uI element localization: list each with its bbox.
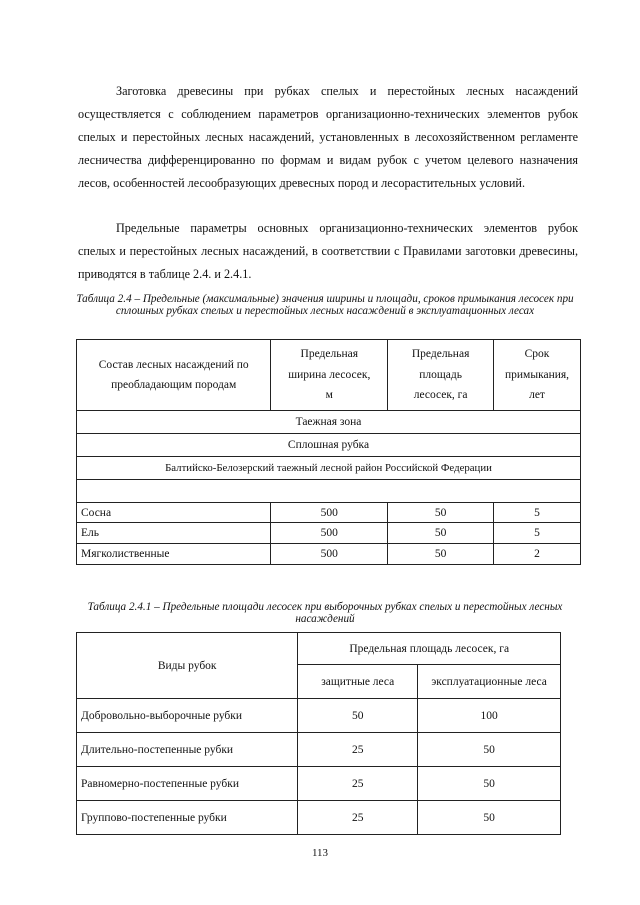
operational-cell: 50 [418, 801, 561, 835]
area-cell: 50 [388, 544, 494, 565]
zone-cell: Таежная зона [77, 411, 581, 434]
intro-paragraph-2: Предельные параметры основных организационно-технических элементов рубок спелых и перестойных лесных насаждений, в соответствии с Правилами заготовки древесины, приводятся в таблице 2.4. и 2.4.1. [78, 221, 578, 281]
header-operational: эксплуатационные леса [418, 665, 561, 699]
protective-cell: 25 [298, 733, 418, 767]
term-cell: 5 [494, 523, 581, 544]
region-row [77, 457, 581, 480]
table-2-4 [76, 339, 581, 565]
header-area: Предельная площадь лесосек, га [298, 633, 561, 665]
table-row [77, 544, 581, 565]
width-cell: 500 [271, 544, 388, 565]
kind-cell: Группово-постепенные рубки [77, 801, 298, 835]
zone-row [77, 411, 581, 434]
table-row [77, 767, 561, 801]
operational-cell: 100 [418, 699, 561, 733]
species-cell: Сосна [77, 503, 271, 523]
table-2-4-caption: Таблица 2.4 – Предельные (максимальные) значения ширины и площади, сроков примыкания лесосек при сплошных рубках спелых и перестойных лесных насаждений в эксплуатационных лесах [76, 293, 574, 318]
table-header-row [77, 633, 561, 665]
kind-cell: Длительно-постепенные рубки [77, 733, 298, 767]
table-row [77, 801, 561, 835]
operational-cell: 50 [418, 733, 561, 767]
area-cell: 50 [388, 523, 494, 544]
table-row [77, 523, 581, 544]
species-cell: Ель [77, 523, 271, 544]
intro-paragraph-1: Заготовка древесины при рубках спелых и перестойных лесных насаждений осуществляется с соблюдением параметров организационно-технических элементов рубок спелых и перестойных лесных насаждений, установленных в лесохозяйственном регламенте лесничества дифференцированно по формам и видам рубок с учетом целевого назначения лесов, особенностей лесообразующих древесных пород и лесорастительных условий. [78, 84, 578, 190]
cut-type-row [77, 434, 581, 457]
region-cell: Балтийско-Белозерский таежный лесной район Российской Федерации [77, 457, 581, 480]
protective-cell: 50 [298, 699, 418, 733]
kind-cell: Добровольно-выборочные рубки [77, 699, 298, 733]
header-width: Предельная ширина лесосек, м [271, 340, 388, 411]
term-cell: 2 [494, 544, 581, 565]
term-cell: 5 [494, 503, 581, 523]
table-row [77, 503, 581, 523]
operational-cell: 50 [418, 767, 561, 801]
table-row [77, 699, 561, 733]
table-header-row [77, 340, 581, 411]
protective-cell: 25 [298, 767, 418, 801]
header-term: Срок примыкания, лет [494, 340, 581, 411]
header-composition: Состав лесных насаждений по преобладающим породам [77, 340, 271, 411]
kind-cell: Равномерно-постепенные рубки [77, 767, 298, 801]
species-cell: Мягколиственные [77, 544, 271, 565]
protective-cell: 25 [298, 801, 418, 835]
cut-type-cell: Сплошная рубка [77, 434, 581, 457]
page-number: 113 [311, 847, 329, 859]
width-cell: 500 [271, 503, 388, 523]
empty-cell [77, 480, 581, 503]
empty-row [77, 480, 581, 503]
header-kind: Виды рубок [77, 633, 298, 699]
header-area: Предельная площадь лесосек, га [388, 340, 494, 411]
header-protective: защитные леса [298, 665, 418, 699]
area-cell: 50 [388, 503, 494, 523]
table-row [77, 733, 561, 767]
table-2-4-1-caption: Таблица 2.4.1 – Предельные площади лесосек при выборочных рубках спелых и перестойных лесных насаждений [87, 601, 563, 626]
width-cell: 500 [271, 523, 388, 544]
table-2-4-1 [76, 632, 561, 835]
